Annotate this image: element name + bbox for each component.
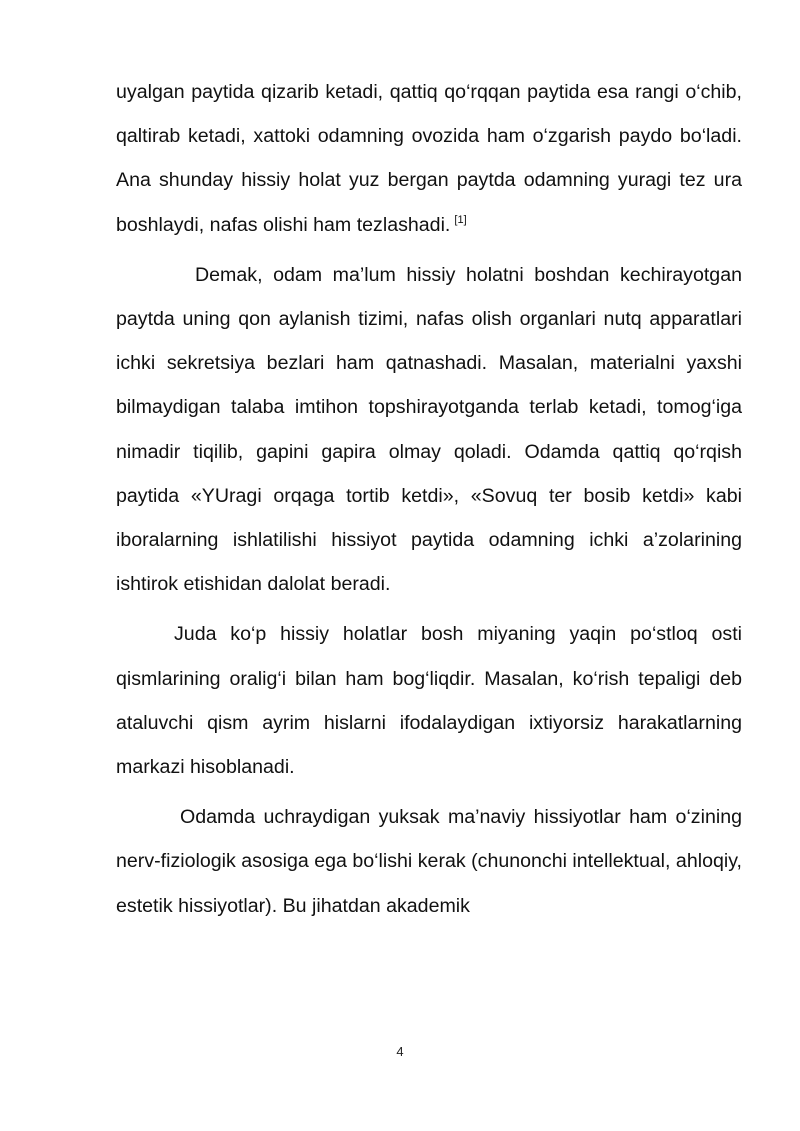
- paragraph-4: [116, 795, 742, 928]
- footnote-reference[interactable]: [1]: [454, 214, 467, 227]
- paragraph-2-text: Demak, odam ma’lum hissiy holatni boshdan kechirayotgan paytda uning qon aylanish tizimi, nafas olish organlari nutq apparatlari ichki sekretsiya bezlari ham qatnashadi. Masalan, materialni yaxshi bilmaydigan talaba imtihon topshirayotganda terlab ketadi, tomog‘iga nimadir tiqilib, gapini gapira olmay qoladi. Odamda qattiq qo‘rqish paytida «YUragi orqaga tortib ketdi», «Sovuq ter bosib ketdi» kabi iboralarning ishlatilishi hissiyot paytida odamning ichki a’zolarining ishtirok etishidan dalolat beradi.: [116, 263, 742, 596]
- paragraph-1: [116, 70, 742, 247]
- paragraph-2: [116, 253, 742, 607]
- paragraph-4-text: Odamda uchraydigan yuksak ma’naviy hissiyotlar ham o‘zining nerv-fiziologik asosiga ega bo‘lishi kerak (chunonchi intellektual, ahloqiy, estetik hissiyotlar). Bu jihatdan akademik: [116, 806, 742, 917]
- paragraph-1-text: uyalgan paytida qizarib ketadi, qattiq qo‘rqqan paytida esa rangi o‘chib, qaltirab ketadi, xattoki odamning ovozida ham o‘zgarish paydo bo‘ladi. Ana shunday hissiy holat yuz bergan paytda odamning yuragi tez ura boshlaydi, nafas olishi ham tezlashadi.: [116, 81, 742, 236]
- paragraph-3-text: Juda ko‘p hissiy holatlar bosh miyaning yaqin po‘stloq osti qismlarining oralig‘i bilan ham bog‘liqdir. Masalan, ko‘rish tepaligi deb ataluvchi qism ayrim hislarni ifodalaydigan ixtiyorsiz harakatlarning markazi hisoblanadi.: [116, 623, 742, 779]
- paragraph-3: [116, 612, 742, 789]
- page-number: 4: [396, 1044, 404, 1059]
